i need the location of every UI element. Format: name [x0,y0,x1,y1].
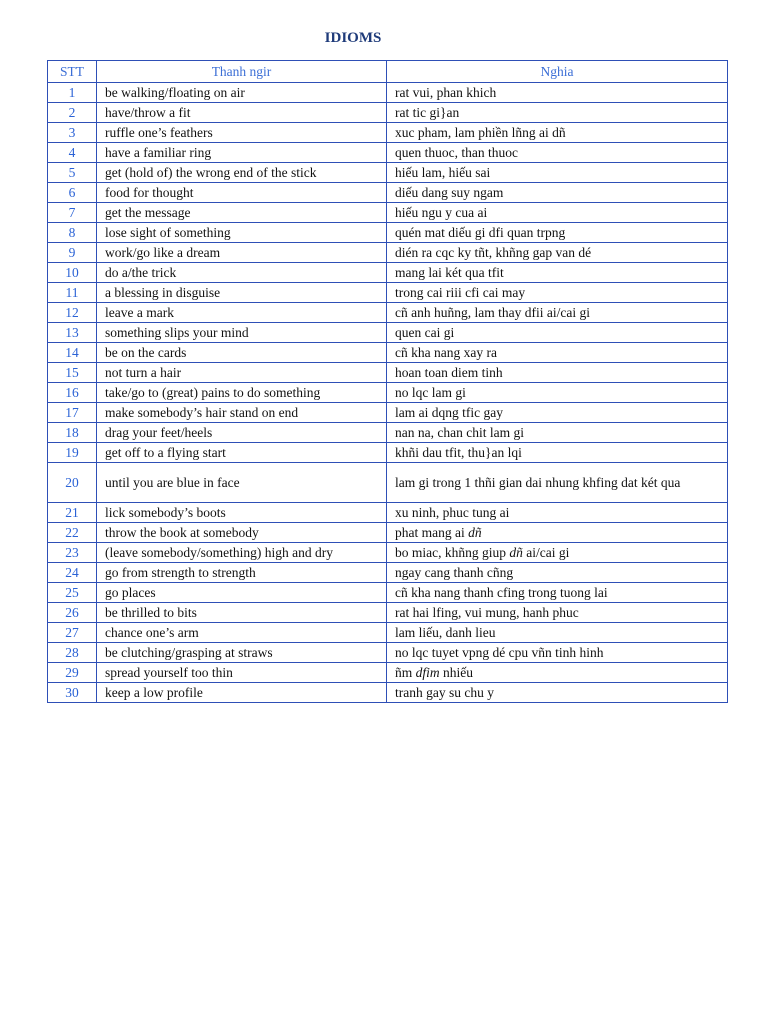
header-idiom: Thanh ngir [97,61,387,83]
meaning-text: xuc pham, lam phiền lñng ai dñ [395,125,566,140]
row-number: 14 [48,343,97,363]
meaning-cell [387,103,728,123]
meaning-text: lam gi trong 1 thñi gian dai nhung khfing dat két qua [395,475,681,490]
row-number: 25 [48,583,97,603]
meaning-text: lam ai dqng tfic gay [395,405,503,420]
meaning-text: khñi dau tfit, thu}an lqi [395,445,522,460]
meaning-cell [387,243,728,263]
meaning-text: cñ kha nang xay ra [395,345,497,360]
meaning-text: ngay cang thanh cñng [395,565,514,580]
idiom-cell: (leave somebody/something) high and dry [97,543,387,563]
table-row [48,123,728,143]
meaning-cell [387,203,728,223]
idiom-cell: ruffle one’s feathers [97,123,387,143]
row-number: 23 [48,543,97,563]
idiom-cell: go places [97,583,387,603]
row-number: 16 [48,383,97,403]
idiom-cell: make somebody’s hair stand on end [97,403,387,423]
meaning-cell [387,183,728,203]
idiom-cell: not turn a hair [97,363,387,383]
row-number: 7 [48,203,97,223]
idiom-cell: be walking/floating on air [97,83,387,103]
row-number: 15 [48,363,97,383]
meaning-text: mang lai két qua tfit [395,265,504,280]
table-row [48,423,728,443]
idiom-cell: work/go like a dream [97,243,387,263]
table-row [48,663,728,683]
table-row [48,403,728,423]
table-row [48,623,728,643]
meaning-cell [387,343,728,363]
idiom-cell: get (hold of) the wrong end of the stick [97,163,387,183]
row-number: 13 [48,323,97,343]
idiom-cell: throw the book at somebody [97,523,387,543]
meaning-text: nan na, chan chit lam gi [395,425,524,440]
meaning-text: phat mang ai [395,525,465,540]
meaning-text: rat tic gi}an [395,105,460,120]
table-row [48,443,728,463]
row-number: 5 [48,163,97,183]
meaning-cell [387,443,728,463]
meaning-tail: ai/cai gi [522,545,570,560]
idiom-cell: until you are blue in face [97,463,387,503]
meaning-cell [387,143,728,163]
table-row [48,343,728,363]
meaning-emphasis: dfim [415,665,440,680]
table-row [48,163,728,183]
meaning-text: quen thuoc, than thuoc [395,145,518,160]
meaning-cell [387,523,728,543]
meaning-cell [387,463,728,503]
meaning-emphasis: dñ [468,525,482,540]
row-number: 27 [48,623,97,643]
table-row [48,503,728,523]
row-number: 21 [48,503,97,523]
idiom-cell: get the message [97,203,387,223]
meaning-cell [387,223,728,243]
table-row [48,563,728,583]
table-row [48,523,728,543]
table-row [48,463,728,503]
meaning-text: trong cai riii cfi cai may [395,285,526,300]
row-number: 28 [48,643,97,663]
table-row [48,143,728,163]
header-meaning: Nghia [387,61,728,83]
meaning-text: lam liếu, danh lieu [395,625,496,640]
meaning-cell [387,583,728,603]
row-number: 6 [48,183,97,203]
table-row [48,223,728,243]
meaning-text: ñm [395,665,413,680]
meaning-cell [387,503,728,523]
row-number: 4 [48,143,97,163]
table-row [48,243,728,263]
meaning-cell [387,403,728,423]
idiom-cell: lose sight of something [97,223,387,243]
table-row [48,603,728,623]
meaning-cell [387,83,728,103]
row-number: 11 [48,283,97,303]
meaning-cell [387,283,728,303]
row-number: 30 [48,683,97,703]
meaning-tail: nhiếu [439,665,474,680]
row-number: 3 [48,123,97,143]
row-number: 8 [48,223,97,243]
meaning-text: diếu dang suy ngam [395,185,504,200]
row-number: 18 [48,423,97,443]
row-number: 19 [48,443,97,463]
page-title: IDIOMS [324,30,382,46]
meaning-text: rat vui, phan khich [395,85,497,100]
meaning-cell [387,363,728,383]
table-row [48,363,728,383]
idiom-cell: be on the cards [97,343,387,363]
table-row [48,203,728,223]
meaning-text: bo miac, khñng giup [395,545,506,560]
idiom-cell: take/go to (great) pains to do something [97,383,387,403]
meaning-text: cñ kha nang thanh cfing trong tuong lai [395,585,608,600]
table-row [48,263,728,283]
meaning-cell [387,163,728,183]
table-row [48,683,728,703]
idiom-cell: get off to a flying start [97,443,387,463]
meaning-cell [387,303,728,323]
idioms-table [47,60,728,703]
idiom-cell: go from strength to strength [97,563,387,583]
idiom-cell: food for thought [97,183,387,203]
row-number: 9 [48,243,97,263]
meaning-cell [387,643,728,663]
row-number: 1 [48,83,97,103]
meaning-cell [387,383,728,403]
table-row [48,383,728,403]
meaning-text: hiếu lam, hiếu sai [395,165,491,180]
meaning-text: xu ninh, phuc tung ai [395,505,510,520]
meaning-text: hiếu ngu y cua ai [395,205,488,220]
idiom-cell: do a/the trick [97,263,387,283]
meaning-text: tranh gay su chu y [395,685,494,700]
meaning-cell [387,423,728,443]
idiom-cell: something slips your mind [97,323,387,343]
row-number: 20 [48,463,97,503]
idiom-cell: keep a low profile [97,683,387,703]
idiom-cell: a blessing in disguise [97,283,387,303]
row-number: 2 [48,103,97,123]
row-number: 24 [48,563,97,583]
meaning-text: quén mat diếu gi dfi quan trpng [395,225,566,240]
meaning-cell [387,623,728,643]
meaning-text: no lqc lam gi [395,385,466,400]
header-stt: STT [48,61,97,83]
row-number: 26 [48,603,97,623]
meaning-text: cñ anh huñng, lam thay dfii ai/cai gi [395,305,590,320]
row-number: 10 [48,263,97,283]
meaning-cell [387,123,728,143]
idiom-cell: be clutching/grasping at straws [97,643,387,663]
table-row [48,643,728,663]
table-row [48,83,728,103]
meaning-cell [387,563,728,583]
meaning-text: dién ra cqc ky tñt, khñng gap van dé [395,245,592,260]
row-number: 29 [48,663,97,683]
idiom-cell: chance one’s arm [97,623,387,643]
meaning-cell [387,263,728,283]
idiom-cell: be thrilled to bits [97,603,387,623]
idiom-cell: lick somebody’s boots [97,503,387,523]
idiom-cell: leave a mark [97,303,387,323]
meaning-text: quen cai gi [395,325,455,340]
table-row [48,323,728,343]
table-header-row [48,61,728,83]
meaning-cell [387,683,728,703]
idiom-cell: spread yourself too thin [97,663,387,683]
meaning-text: rat hai lfing, vui mung, hanh phuc [395,605,579,620]
meaning-cell [387,323,728,343]
table-row [48,183,728,203]
meaning-emphasis: dñ [509,545,523,560]
table-row [48,543,728,563]
row-number: 12 [48,303,97,323]
idiom-cell: have a familiar ring [97,143,387,163]
meaning-text: hoan toan diem tinh [395,365,503,380]
idiom-cell: have/throw a fit [97,103,387,123]
table-row [48,283,728,303]
meaning-cell [387,543,728,563]
table-row [48,103,728,123]
meaning-cell [387,663,728,683]
table-row [48,583,728,603]
table-row [48,303,728,323]
idiom-cell: drag your feet/heels [97,423,387,443]
row-number: 17 [48,403,97,423]
meaning-text: no lqc tuyet vpng dé cpu vñn tinh hinh [395,645,604,660]
meaning-cell [387,603,728,623]
row-number: 22 [48,523,97,543]
